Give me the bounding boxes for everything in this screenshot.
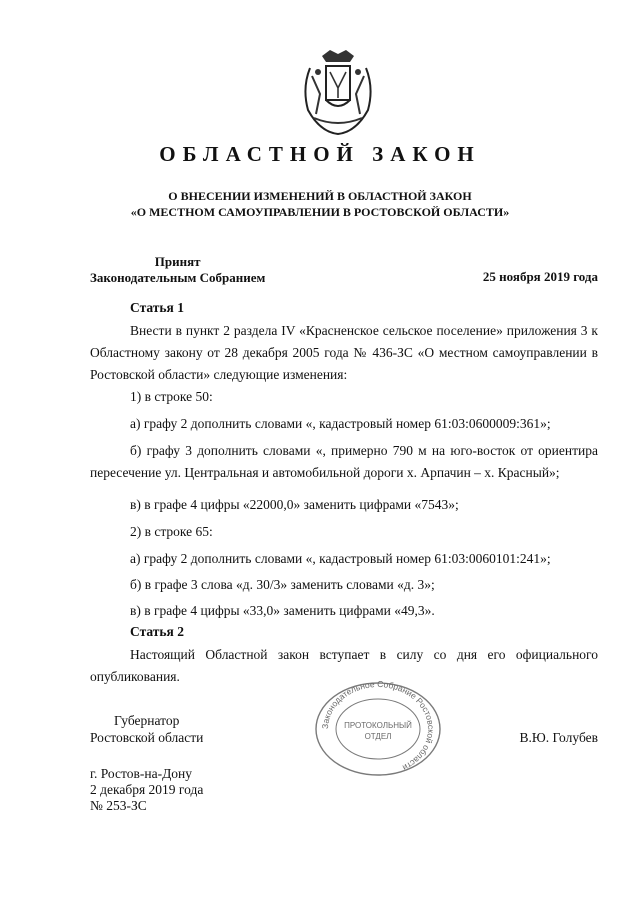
document-type-title: ОБЛАСТНОЙ ЗАКОН [159,142,481,166]
document-subtitle [60,188,580,220]
article-1-item-1: 1) в строке 50: [130,389,213,404]
svg-text:ОТДЕЛ: ОТДЕЛ [364,732,392,741]
article-1-item-1b: б) графу 3 дополнить словами «, примерно 790 м на юго-восток от ориентира пересечение ул. Центральная и автомобильной дороги х. Арпачин – х. Красный»; [90,443,598,480]
signatory-name: В.Ю. Голубев [519,730,598,745]
article-1-item-1c: в) в графе 4 цифры «22000,0» заменить цифрами «7543»; [130,497,459,512]
coat-of-arms-icon [300,48,376,136]
article-1-item-1a: а) графу 2 дополнить словами «, кадастровый номер 61:03:0600009:361»; [130,416,551,431]
signatory-title [90,712,203,746]
article-2-text: Настоящий Областной закон вступает в силу со дня его официального опубликования. [90,647,598,684]
article-1-item-2b: б) в графе 3 слова «д. 30/3» заменить словами «д. 3»; [130,577,435,592]
official-stamp [312,680,444,778]
adopted-by: Законодательным Собранием [90,270,266,285]
adopted-block [90,254,265,286]
issue-place: г. Ростов-на-Дону [90,766,193,781]
signatory-title-line-1: Губернатор [113,713,180,728]
issue-number: № 253-ЗС [90,798,147,813]
signatory-title-line-2: Ростовской области [90,730,204,745]
subtitle-line-1: О ВНЕСЕНИИ ИЗМЕНЕНИЙ В ОБЛАСТНОЙ ЗАКОН [168,189,472,203]
article-2-heading: Статья 2 [130,624,184,639]
svg-text:Законодательное Собрание Росто: Законодательное Собрание Ростовской области [319,680,437,774]
article-1-item-2c: в) в графе 4 цифры «33,0» заменить цифрами «49,3». [130,603,435,618]
issue-block [90,766,203,814]
svg-text:ПРОТОКОЛЬНЫЙ: ПРОТОКОЛЬНЫЙ [344,721,412,730]
subtitle-line-2: «О МЕСТНОМ САМОУПРАВЛЕНИИ В РОСТОВСКОЙ ОБЛАСТИ» [130,205,510,219]
adopted-label: Принят [154,254,201,269]
issue-date: 2 декабря 2019 года [90,782,204,797]
article-1-heading: Статья 1 [130,300,184,315]
article-1-item-2a: а) графу 2 дополнить словами «, кадастровый номер 61:03:0060101:241»; [130,551,551,566]
adopted-date: 25 ноября 2019 года [482,269,598,284]
article-1-intro: Внести в пункт 2 раздела IV «Красненское сельское поселение» приложения 3 к Областному закону от 28 декабря 2005 года № 436-ЗС «О местном самоуправлении в Ростовской области» следующие изменения: [90,323,598,382]
article-1-item-2: 2) в строке 65: [130,524,213,539]
